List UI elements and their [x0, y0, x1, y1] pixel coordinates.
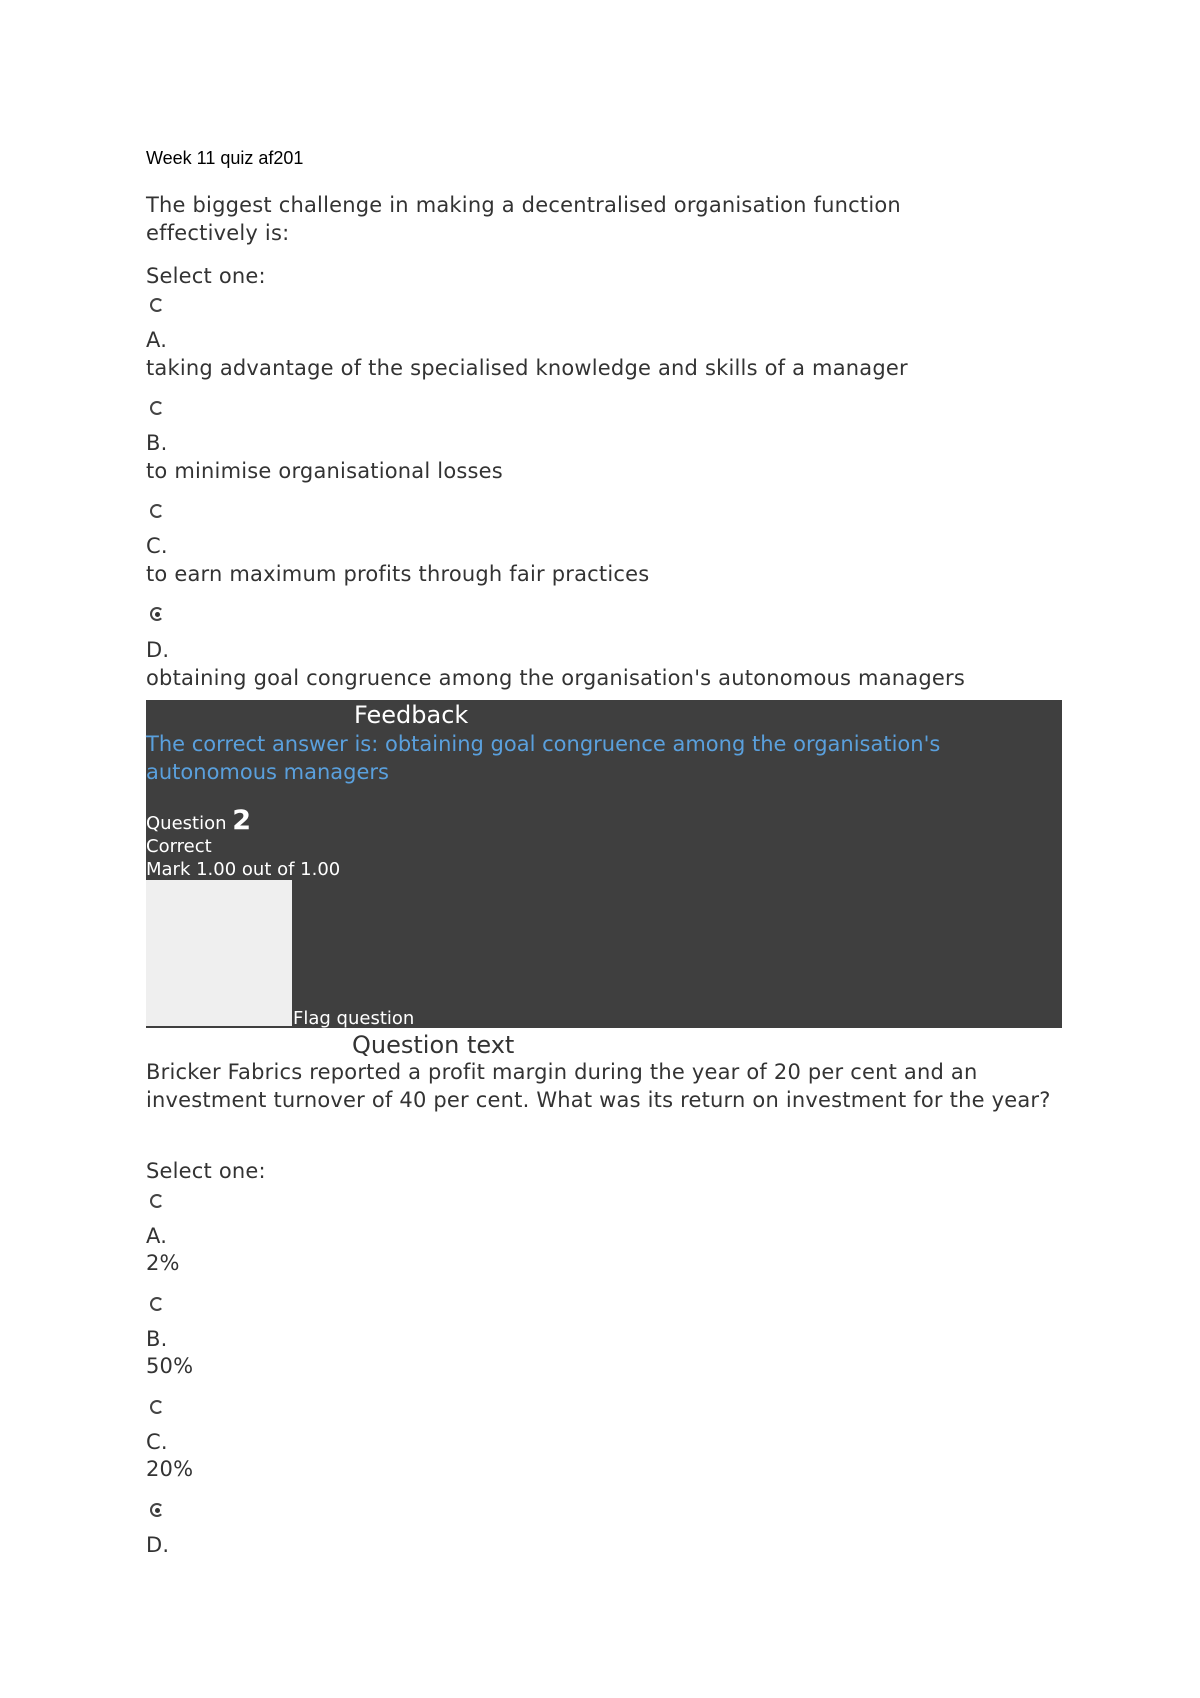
document-title: Week 11 quiz af201 — [146, 148, 304, 168]
q2-option-a-letter: A. — [146, 1224, 168, 1248]
q1-option-c-text[interactable]: to earn maximum profits through fair practices — [146, 562, 650, 586]
q1-option-d-radio[interactable] — [150, 607, 164, 621]
feedback-heading: Feedback — [354, 701, 469, 729]
q2-option-c-radio[interactable] — [150, 1400, 164, 1414]
q1-option-b-letter: B. — [146, 431, 168, 455]
question-2-prompt: Select one: — [146, 1159, 266, 1183]
question-2-label: Question — [146, 813, 227, 834]
q1-option-d-letter: D. — [146, 638, 170, 662]
correct-answer-text: The correct answer is: obtaining goal congruence among the organisation's autonomous managers — [146, 732, 941, 784]
q2-option-d-radio[interactable] — [150, 1503, 164, 1517]
q1-option-a-letter: A. — [146, 328, 168, 352]
flag-icon[interactable] — [146, 880, 292, 1026]
question-2-header — [146, 805, 252, 836]
question-1-prompt: Select one: — [146, 264, 266, 288]
q1-option-d-text[interactable]: obtaining goal congruence among the organisation's autonomous managers — [146, 666, 965, 690]
question-text-heading: Question text — [352, 1031, 515, 1059]
q2-option-a-text[interactable]: 2% — [146, 1251, 180, 1275]
question-1-text: The biggest challenge in making a decentralised organisation function effectively is: — [146, 193, 901, 245]
question-2-mark: Mark 1.00 out of 1.00 — [146, 859, 341, 880]
q1-option-a-radio[interactable] — [150, 298, 164, 312]
q1-option-b-text[interactable]: to minimise organisational losses — [146, 459, 503, 483]
flag-question-link[interactable]: Flag question — [293, 1008, 415, 1029]
q1-option-b-radio[interactable] — [150, 401, 164, 415]
q2-option-d-letter: D. — [146, 1533, 170, 1557]
q2-option-c-letter: C. — [146, 1430, 168, 1454]
question-2-text: Bricker Fabrics reported a profit margin during the year of 20 per cent and an investment turnover of 40 per cent. What was its return on investment for the year? — [146, 1060, 1051, 1112]
q2-option-a-radio[interactable] — [150, 1194, 164, 1208]
q2-option-b-text[interactable]: 50% — [146, 1354, 194, 1378]
q2-option-c-text[interactable]: 20% — [146, 1457, 194, 1481]
question-2-number: 2 — [232, 805, 252, 836]
q1-option-c-radio[interactable] — [150, 504, 164, 518]
q1-option-c-letter: C. — [146, 534, 168, 558]
question-2-status: Correct — [146, 836, 212, 857]
q2-option-b-radio[interactable] — [150, 1297, 164, 1311]
q2-option-b-letter: B. — [146, 1327, 168, 1351]
q1-option-a-text[interactable]: taking advantage of the specialised knowledge and skills of a manager — [146, 356, 908, 380]
